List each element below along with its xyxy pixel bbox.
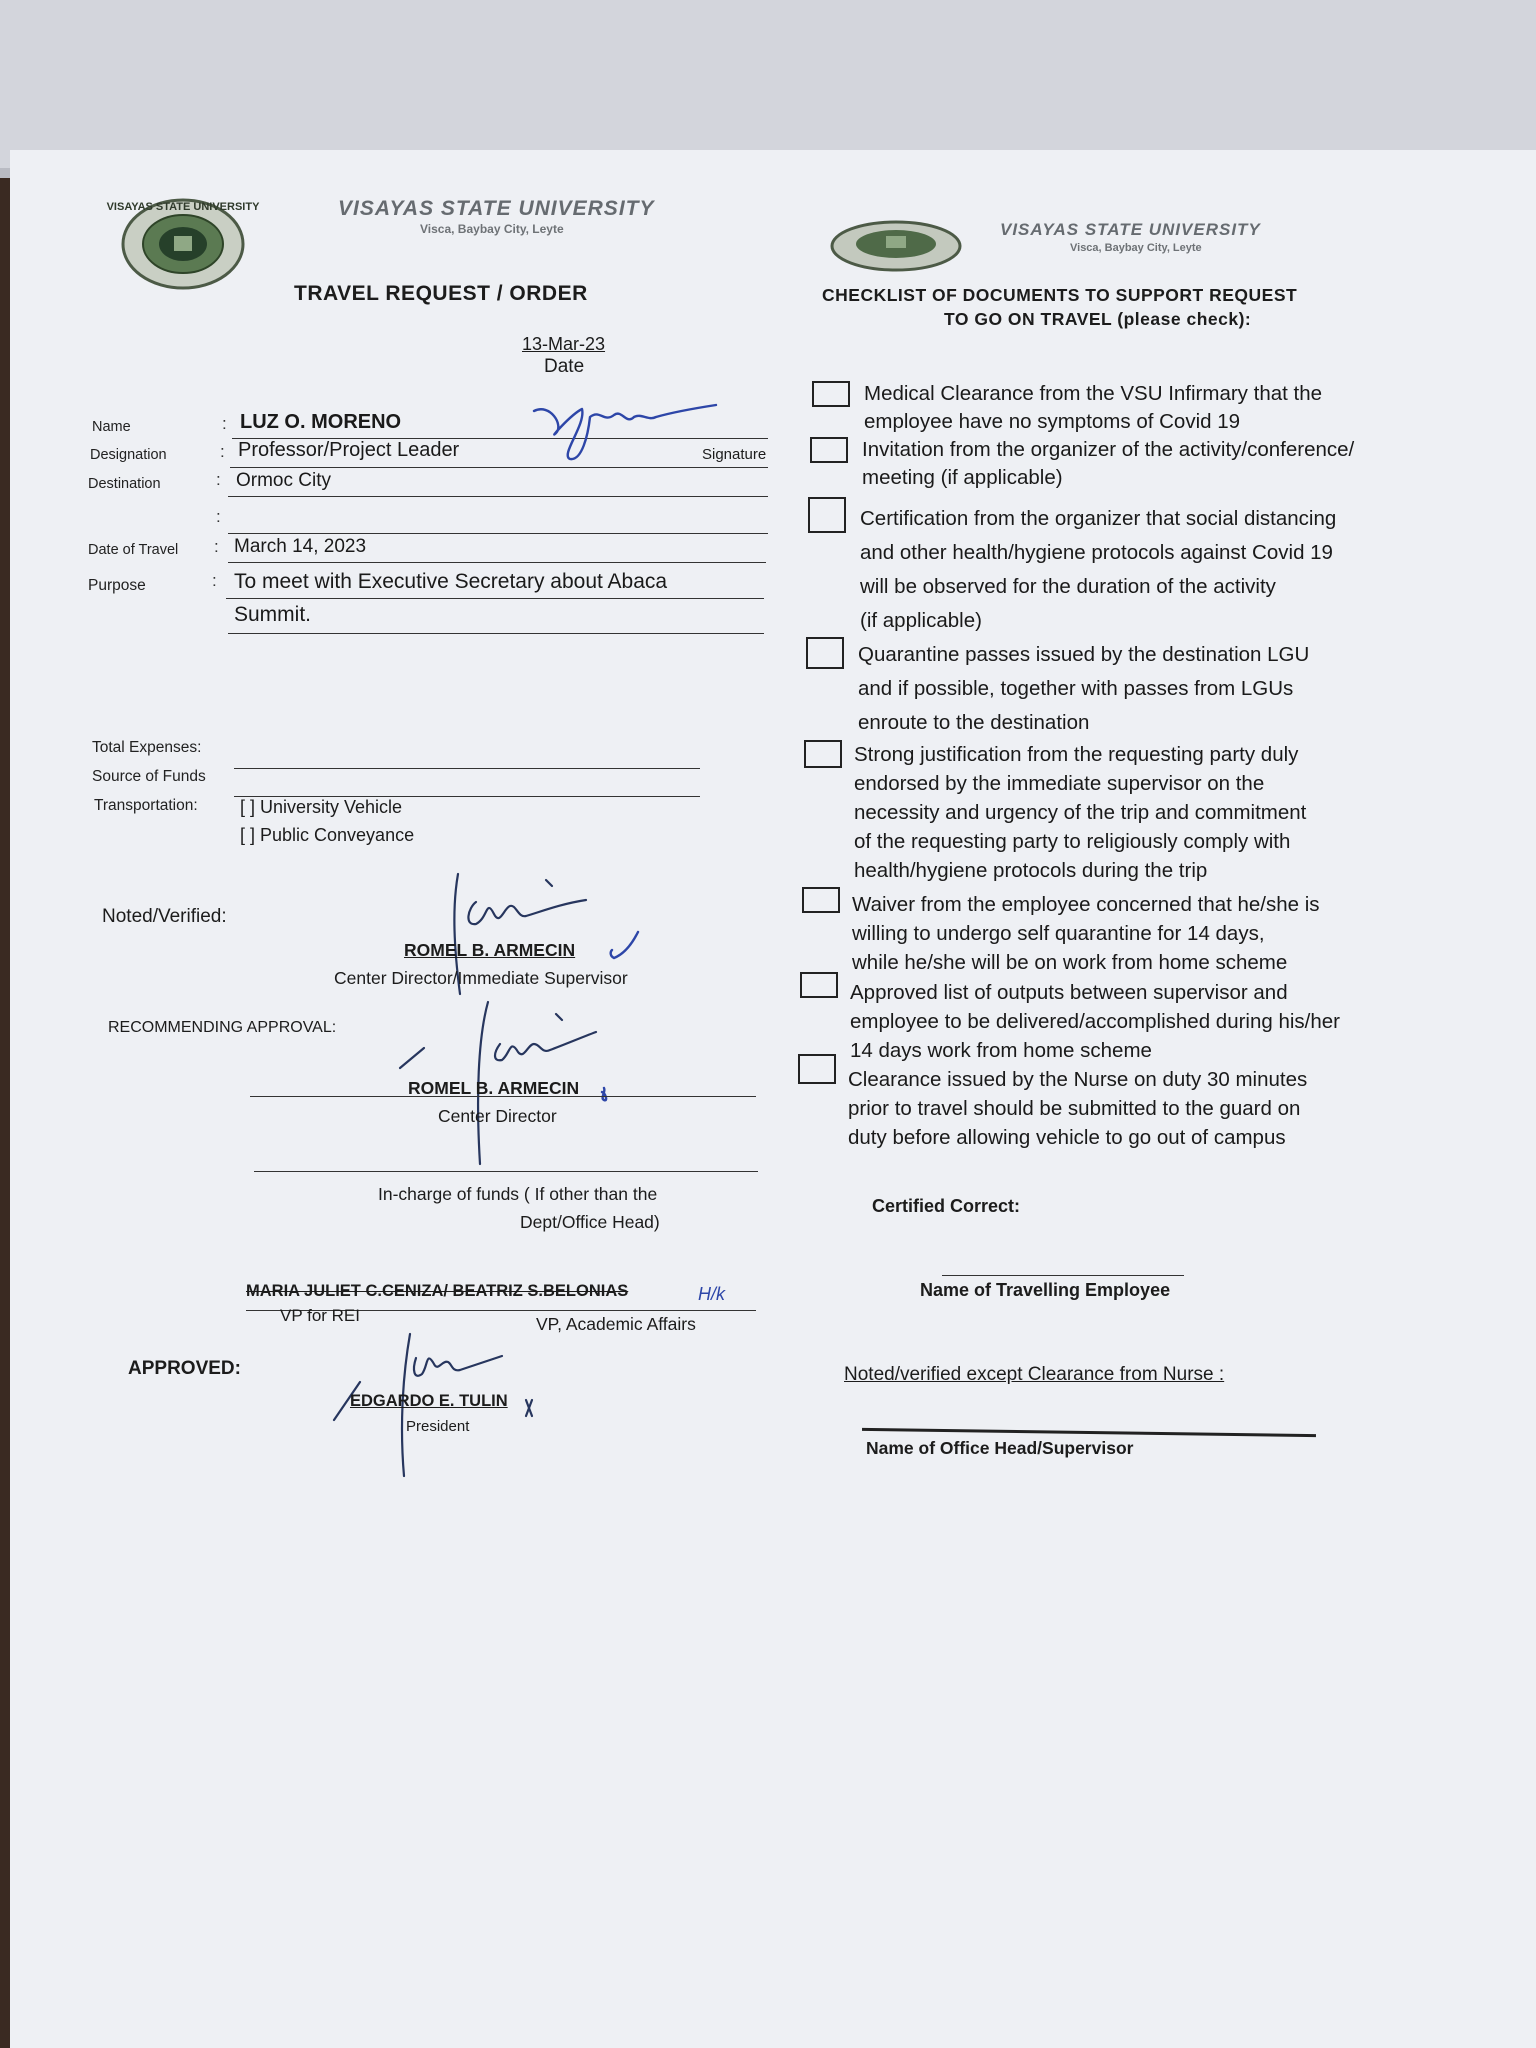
checkbox-approved-outputs[interactable] (800, 972, 838, 998)
form-date-value: 13-Mar-23 (522, 334, 606, 354)
employee-signature (530, 395, 730, 465)
form-date-label: Date (544, 356, 585, 377)
checkbox-waiver[interactable] (802, 887, 840, 913)
destination-underline (228, 496, 768, 497)
checklist-title-1: CHECKLIST OF DOCUMENTS TO SUPPORT REQUEST (822, 285, 1298, 305)
noted-name: ROMEL B. ARMECIN (404, 940, 576, 960)
university-seal (106, 196, 260, 292)
name-value: LUZ O. MORENO (240, 411, 402, 433)
designation-underline (230, 467, 768, 468)
checkbox-quarantine-passes[interactable] (806, 637, 844, 669)
colon: : (212, 571, 217, 590)
total-expenses-line (234, 768, 700, 769)
vp-rei-label: VP for REI (280, 1306, 360, 1325)
noted-title: Center Director/Immediate Supervisor (334, 968, 628, 988)
checkbox-certification[interactable] (808, 497, 846, 533)
date-of-travel-value: March 14, 2023 (234, 536, 367, 557)
vp-academic-label: VP, Academic Affairs (536, 1314, 696, 1334)
name-label: Name (92, 419, 131, 435)
colon: : (220, 442, 225, 461)
source-of-funds-label: Source of Funds (92, 768, 206, 785)
checklist-item-approved-outputs: Approved list of outputs between supervisor and employee to be delivered/accomplished during his/her 14 days work from home scheme (850, 981, 1341, 1062)
recommending-approval-label: RECOMMENDING APPROVAL: (108, 1019, 337, 1036)
date-of-travel-label: Date of Travel (88, 542, 179, 558)
colon: : (216, 507, 221, 526)
checkbox-nurse-clearance[interactable] (798, 1054, 836, 1084)
colon: : (214, 537, 219, 556)
travelling-employee-line (942, 1275, 1184, 1276)
checkbox-invitation[interactable] (810, 437, 848, 463)
checkbox-strong-justification[interactable] (804, 740, 842, 768)
colon: : (216, 470, 221, 489)
purpose-underline-2 (228, 633, 764, 634)
university-name: VISAYAS STATE UNIVERSITY (338, 197, 655, 220)
checklist-item-invitation: Invitation from the organizer of the activity/conference/ meeting (if applicable) (862, 438, 1355, 489)
approved-label: APPROVED: (128, 1358, 241, 1379)
purpose-value-line1: To meet with Executive Secretary about Abaca (234, 570, 668, 593)
checklist-seal (828, 218, 964, 272)
recommending-name: ROMEL B. ARMECIN (408, 1078, 580, 1098)
certified-correct-label: Certified Correct: (872, 1196, 1021, 1216)
checklist-item-medical-clearance: Medical Clearance from the VSU Infirmary that the employee have no symptoms of Covid 19 (864, 382, 1323, 433)
designation-value: Professor/Project Leader (238, 439, 460, 461)
destination-extra-underline (228, 533, 768, 534)
funds-incharge-label-2: Dept/Office Head) (520, 1212, 660, 1232)
checklist-item-waiver: Waiver from the employee concerned that he/she is willing to undergo self quarantine for 14 days, while he/she will be on work from home scheme (852, 893, 1320, 974)
transport-option-university-vehicle[interactable]: [ ] University Vehicle (240, 797, 403, 817)
destination-label: Destination (88, 476, 161, 492)
checklist-university-address: Visca, Baybay City, Leyte (1070, 242, 1202, 254)
president-title: President (406, 1418, 470, 1435)
checkbox-medical-clearance[interactable] (812, 381, 850, 407)
signature-label: Signature (702, 446, 767, 463)
checklist-item-quarantine-passes: Quarantine passes issued by the destination LGU and if possible, together with passes from LGUs enroute to the destination (858, 643, 1310, 734)
vp-names: MARIA JULIET C.CENIZA/ BEATRIZ S.BELONIAS (246, 1282, 629, 1300)
seal-text-top: VISAYAS STATE UNIVERSITY (106, 201, 260, 213)
recommending-title: Center Director (438, 1106, 557, 1126)
president-name: EDGARDO E. TULIN (350, 1392, 508, 1410)
transport-option-public-conveyance[interactable]: [ ] Public Conveyance (240, 825, 415, 845)
funds-incharge-label-1: In-charge of funds ( If other than the (378, 1184, 658, 1204)
university-address: Visca, Baybay City, Leyte (420, 222, 564, 236)
destination-value: Ormoc City (236, 470, 331, 491)
travelling-employee-label: Name of Travelling Employee (920, 1280, 1171, 1300)
office-head-label: Name of Office Head/Supervisor (866, 1438, 1134, 1458)
total-expenses-label: Total Expenses: (92, 739, 202, 756)
top-sheet (0, 0, 1536, 175)
designation-label: Designation (90, 447, 167, 463)
funds-incharge-line (254, 1171, 758, 1172)
form-title: TRAVEL REQUEST / ORDER (294, 282, 588, 305)
noted-verified-label: Noted/Verified: (102, 906, 227, 927)
checklist-title-2: TO GO ON TRAVEL (please check): (944, 309, 1252, 329)
transportation-label: Transportation: (94, 797, 198, 814)
purpose-underline-1 (226, 598, 764, 599)
colon: : (222, 414, 227, 433)
checklist-item-strong-justification: Strong justification from the requesting party duly endorsed by the immediate supervisor on the necessity and urgency of the trip and commitment of the requesting party to religiously comply with health/hygiene protocols during the trip (854, 743, 1307, 882)
vp-initials: H/k (698, 1284, 725, 1304)
purpose-value-line2: Summit. (234, 603, 312, 626)
date-of-travel-underline (228, 562, 766, 563)
checklist-university-name: VISAYAS STATE UNIVERSITY (1000, 220, 1261, 239)
checklist-item-nurse-clearance: Clearance issued by the Nurse on duty 30 minutes prior to travel should be submitted to the guard on duty before allowing vehicle to go out of campus (848, 1068, 1308, 1149)
noted-except-nurse-label: Noted/verified except Clearance from Nurse : (844, 1364, 1225, 1385)
purpose-label: Purpose (88, 577, 146, 594)
checklist-item-certification: Certification from the organizer that social distancing and other health/hygiene protocols against Covid 19 will be observed for the duration of the activity (if applicable) (860, 507, 1337, 632)
